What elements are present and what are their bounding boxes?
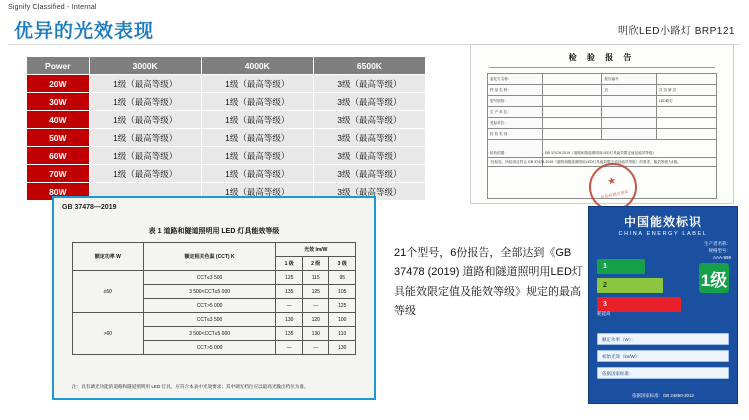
report-field-value xyxy=(656,74,716,85)
cell-6500k: 3级（最高等级） xyxy=(313,93,425,111)
cell-3000k: 1级（最高等级） xyxy=(89,165,201,183)
report-field-value xyxy=(542,96,602,107)
report-field-label xyxy=(602,129,656,140)
gb-cell-g1: — xyxy=(276,341,303,355)
report-field-value xyxy=(542,107,602,118)
energy-bar-3: 3 xyxy=(597,297,681,312)
gb-col-grade3: 3 级 xyxy=(329,257,356,271)
cell-power: 30W xyxy=(27,93,90,111)
gb-cell-g1: 130 xyxy=(276,313,303,327)
gb-table-note: 注：具有调光功能的道路和隧道照明用 LED 灯具，应符合本表中光效要求；其中调光档位应以最高光输出档位为准。 xyxy=(72,383,309,389)
product-name-label: 明欣LED小路灯 BRP121 xyxy=(618,26,735,37)
china-energy-label xyxy=(588,206,738,404)
cell-power: 70W xyxy=(27,165,90,183)
gb-cell-power: >60 xyxy=(73,313,144,355)
cell-power: 20W xyxy=(27,75,90,93)
page-title: 优异的光效表现 xyxy=(14,21,155,42)
gb-cell-g1: 125 xyxy=(276,271,303,285)
cell-3000k: 1级（最高等级） xyxy=(89,129,201,147)
cell-power: 40W xyxy=(27,111,90,129)
cell-3000k: 1级（最高等级） xyxy=(89,147,201,165)
gb-standard-document xyxy=(52,196,376,400)
energy-grade-bars xyxy=(597,259,701,316)
energy-row-power: 额定功率（W）： xyxy=(597,333,729,345)
gb-cell-g3: 95 xyxy=(329,271,356,285)
report-row xyxy=(488,74,717,85)
report-field-label: 受检单位： xyxy=(488,118,543,129)
gb-row xyxy=(73,313,356,327)
table-row xyxy=(27,165,426,183)
table-row xyxy=(27,129,426,147)
cell-4000k: 1级（最高等级） xyxy=(201,147,313,165)
table-row xyxy=(27,147,426,165)
gb-cell-g2: — xyxy=(302,341,329,355)
energy-row-standard: 依据国家标准： xyxy=(597,367,729,379)
energy-grade-badge: 1级 xyxy=(699,263,729,293)
efficiency-grade-table xyxy=(26,56,426,201)
energy-spec-rows xyxy=(597,333,729,384)
cell-6500k: 3级（最高等级） xyxy=(313,147,425,165)
cell-4000k: 1级（最高等级） xyxy=(201,111,313,129)
report-field-label: 检验依据： xyxy=(488,140,543,167)
report-row xyxy=(488,118,717,129)
report-field-label: 页 xyxy=(602,85,656,96)
cell-power: 80W xyxy=(27,183,90,201)
gb-col-grade2: 2 级 xyxy=(302,257,329,271)
report-field-value xyxy=(542,118,602,129)
report-row xyxy=(488,107,717,118)
cell-3000k: 1级（最高等级） xyxy=(89,75,201,93)
gb-standard-code: GB 37478—2019 xyxy=(62,204,117,211)
classification-banner: Signify Classified - Internal xyxy=(8,4,97,11)
cell-4000k: 1级（最高等级） xyxy=(201,129,313,147)
gb-cell-g3: 100 xyxy=(329,313,356,327)
report-field-value: 共 页 第 页 xyxy=(656,85,716,96)
energy-label-meta xyxy=(704,241,731,261)
report-field-value xyxy=(656,107,716,118)
cell-power: 50W xyxy=(27,129,90,147)
report-title: 检 验 报 告 xyxy=(568,53,636,62)
gb-cell-g3: 105 xyxy=(329,285,356,299)
column-header-power: Power xyxy=(27,57,90,75)
gb-cell-g1: — xyxy=(276,299,303,313)
energy-meta-producer: 生产者名称： xyxy=(704,241,731,246)
report-field-label xyxy=(602,107,656,118)
column-header-3000k: 3000K xyxy=(89,57,201,75)
table-row xyxy=(27,75,426,93)
report-field-value xyxy=(656,129,716,140)
cell-4000k: 1级（最高等级） xyxy=(201,93,313,111)
energy-meta-model-value: AAA-999 xyxy=(712,254,731,260)
gb-cell-g3: 130 xyxy=(329,341,356,355)
table-header-row xyxy=(27,57,426,75)
energy-label-title-cn: 中国能效标识 xyxy=(623,215,702,229)
energy-bar-1: 1 xyxy=(597,259,645,274)
report-row xyxy=(488,96,717,107)
report-field-value xyxy=(542,129,602,140)
gb-cell-power: ≤60 xyxy=(73,271,144,313)
report-field-label: 样 品 名 称： xyxy=(488,85,543,96)
cell-6500k: 3级（最高等级） xyxy=(313,111,425,129)
gb-col-cct: 额定相关色温 (CCT) K xyxy=(143,243,276,271)
cell-6500k: 3级（最高等级） xyxy=(313,75,425,93)
summary-text: 21个型号，6份报告，全部达到《GB 37478 (2019) 道路和隧道照明用LED灯具能效限定值及能效等级》规定的最高等级 xyxy=(394,247,583,317)
cell-power: 60W xyxy=(27,147,90,165)
cell-4000k: 1级（最高等级） xyxy=(201,165,313,183)
gb-cell-g2: 125 xyxy=(302,285,329,299)
report-field-label: 委托方名称： xyxy=(488,74,543,85)
report-field-value: GB 37478-2019《道路和隧道照明用LED灯具能效限定值及能效等级》 xyxy=(542,140,716,167)
report-field-value xyxy=(542,85,602,96)
gb-cell-cct: 3 500<CCT≤5 000 xyxy=(143,285,276,299)
gb-cell-g2: 120 xyxy=(302,313,329,327)
gb-cell-g2: — xyxy=(302,299,329,313)
official-seal-icon: ★ 检验检测专用章 xyxy=(585,159,642,216)
gb-table-caption: 表 1 道路和隧道照明用 LED 灯具能效等级 xyxy=(148,228,280,235)
gb-cell-cct: 3 500<CCT≤5 000 xyxy=(143,327,276,341)
gb-cell-g1: 135 xyxy=(276,327,303,341)
gb-cell-cct: CCT≤3 500 xyxy=(143,313,276,327)
gb-cell-g3: 110 xyxy=(329,327,356,341)
report-row xyxy=(488,129,717,140)
report-field-label: 检 验 类 别： xyxy=(488,129,543,140)
report-field-value xyxy=(542,74,602,85)
report-field-label xyxy=(602,96,656,107)
report-field-value xyxy=(656,118,716,129)
cell-6500k: 3级（最高等级） xyxy=(313,129,425,147)
report-row xyxy=(488,85,717,96)
gb-efficiency-table xyxy=(72,242,356,355)
cell-3000k: 1级（最高等级） xyxy=(89,93,201,111)
energy-meta-model-label: 规格型号： xyxy=(708,247,731,253)
report-field-label: 报告编号 xyxy=(602,74,656,85)
gb-cell-cct: CCT>5 000 xyxy=(143,341,276,355)
table-row xyxy=(27,111,426,129)
test-report-document xyxy=(470,44,734,204)
energy-label-title-en: CHINA ENERGY LABEL xyxy=(618,231,708,237)
report-field-label xyxy=(602,118,656,129)
energy-high-label: 耗能高 xyxy=(597,311,611,316)
cell-4000k: 1级（最高等级） xyxy=(201,75,313,93)
gb-col-grade1: 1 级 xyxy=(276,257,303,271)
cell-3000k: 1级（最高等级） xyxy=(89,111,201,129)
energy-label-header xyxy=(589,213,737,237)
report-field-table xyxy=(487,73,717,167)
cell-6500k: 3级（最高等级） xyxy=(313,183,425,201)
gb-cell-g1: 135 xyxy=(276,285,303,299)
report-conclusion: 经检验，所检项目符合 GB 37478-2019《道路和隧道照明用LED灯具能效限定值及能效等级》的要求，能效等级为1级。 xyxy=(487,157,717,199)
gb-col-power: 额定功率 W xyxy=(73,243,144,271)
gb-cell-cct: CCT>5 000 xyxy=(143,299,276,313)
report-field-value: LED路灯 xyxy=(656,96,716,107)
report-field-label: 生 产 单 位： xyxy=(488,107,543,118)
gb-row xyxy=(73,271,356,285)
report-field-label: 型号规格： xyxy=(488,96,543,107)
energy-row-efficacy: 初始光效（lm/W）： xyxy=(597,350,729,362)
report-divider xyxy=(489,67,715,68)
energy-bar-2: 2 xyxy=(597,278,663,293)
gb-cell-g2: 130 xyxy=(302,327,329,341)
gb-cell-g3: 125 xyxy=(329,299,356,313)
column-header-6500k: 6500K xyxy=(313,57,425,75)
gb-col-efficacy: 光效 lm/W xyxy=(276,243,356,257)
seal-text: 检验检测专用章 xyxy=(600,188,629,200)
table-row xyxy=(27,93,426,111)
gb-cell-cct: CCT≤3 500 xyxy=(143,271,276,285)
energy-label-footer: 依据国家标准：GB 24850-2013 xyxy=(632,393,694,398)
cell-6500k: 3级（最高等级） xyxy=(313,165,425,183)
cell-4000k: 1级（最高等级） xyxy=(201,183,313,201)
column-header-4000k: 4000K xyxy=(201,57,313,75)
gb-header-row xyxy=(73,243,356,257)
gb-cell-g2: 115 xyxy=(302,271,329,285)
